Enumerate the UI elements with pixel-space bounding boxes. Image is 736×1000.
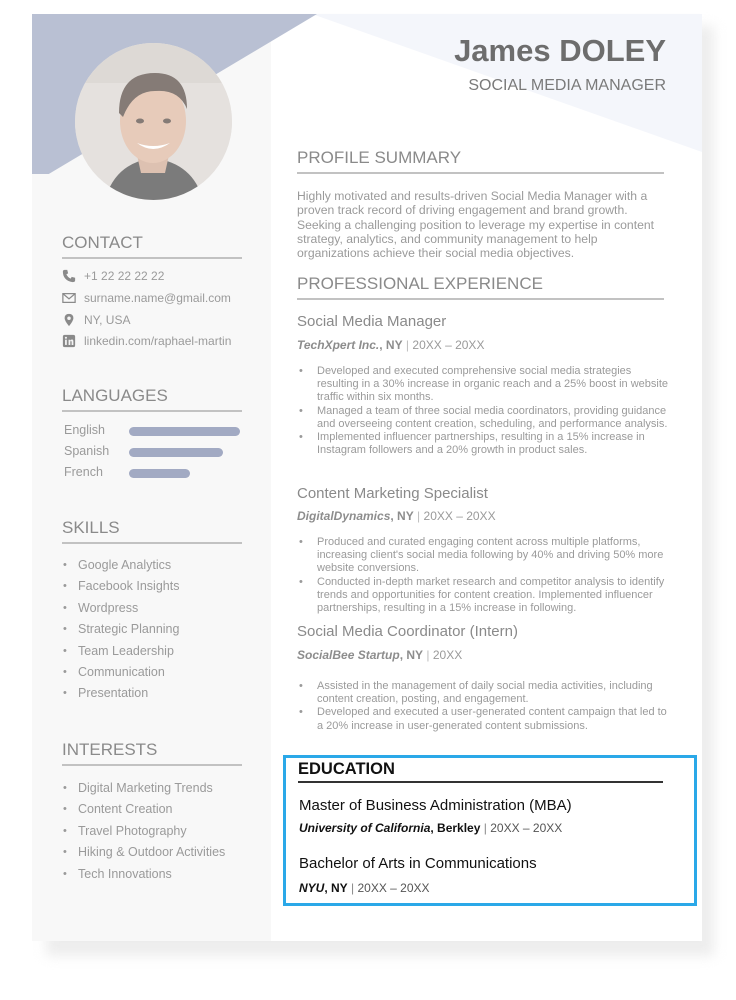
language-row	[64, 464, 244, 482]
skill-item: • Team Leadership	[62, 641, 179, 662]
education-heading: EDUCATION	[298, 760, 663, 783]
interest-item: • Digital Marketing Trends	[62, 778, 225, 799]
job-meta	[297, 509, 496, 523]
language-name: Spanish	[64, 444, 110, 458]
education-degree: Bachelor of Arts in Communications	[299, 855, 537, 872]
phone-icon	[62, 269, 76, 283]
language-row	[64, 443, 244, 461]
language-level-bar	[129, 427, 240, 436]
interest-item: • Content Creation	[62, 799, 225, 820]
profile-text: Highly motivated and results-driven Social Media Manager with a proven track record of driving engagement and brand growth. Seeking a challenging position to leverage my expertise in content strategy, analytics, and community management to help organizations achieve their social media objectives.	[297, 189, 655, 261]
education-school: NYU	[299, 881, 325, 895]
skill-item: • Presentation	[62, 683, 179, 704]
profile-photo	[75, 43, 232, 200]
job-separator: |	[423, 648, 433, 662]
resume-name: James DOLEY	[454, 33, 666, 68]
language-name: French	[64, 465, 103, 479]
contact-email	[62, 289, 231, 307]
job-title: Social Media Coordinator (Intern)	[297, 623, 518, 640]
resume-title: SOCIAL MEDIA MANAGER	[468, 77, 666, 94]
contact-linkedin-text[interactable]: linkedin.com/raphael-martin	[84, 334, 232, 348]
job-meta	[297, 648, 462, 662]
job-bullets	[317, 536, 672, 615]
contact-linkedin[interactable]	[62, 332, 231, 350]
interest-item: • Tech Innovations	[62, 864, 225, 885]
job-company: SocialBee Startup	[297, 648, 400, 662]
job-bullet: • Conducted in-depth market research and competitor analysis to identify trends and opportunities for content creation. Implemented influencer partnerships, resulting in a 15% increase in following.	[317, 576, 672, 616]
job-dates: 20XX – 20XX	[412, 338, 485, 352]
education-separator: |	[347, 881, 358, 895]
experience-heading: PROFESSIONAL EXPERIENCE	[297, 274, 664, 300]
skill-item: • Google Analytics	[62, 555, 179, 576]
job-bullets	[317, 680, 672, 733]
job-location: , NY	[399, 648, 424, 662]
contact-heading: CONTACT	[62, 233, 242, 259]
education-degree: Master of Business Administration (MBA)	[299, 797, 572, 814]
linkedin-icon	[62, 334, 76, 348]
job-separator: |	[402, 338, 413, 352]
contact-location	[62, 311, 130, 329]
skills-list	[62, 555, 179, 705]
job-dates: 20XX	[432, 648, 463, 662]
profile-heading: PROFILE SUMMARY	[297, 148, 664, 174]
contact-email-text: surname.name@gmail.com	[84, 291, 231, 305]
job-bullets	[317, 365, 672, 457]
job-bullet: • Managed a team of three social media coordinators, providing guidance and overseeing content creation, scheduling, and performance analysis.	[317, 405, 672, 431]
envelope-icon	[62, 291, 76, 305]
education-dates: 20XX – 20XX	[357, 881, 430, 895]
job-bullet: • Assisted in the management of daily social media activities, including content creation, posting, and engagement.	[317, 680, 672, 706]
interest-item: • Hiking & Outdoor Activities	[62, 842, 225, 863]
job-meta	[297, 338, 484, 352]
job-bullet: • Produced and curated engaging content across multiple platforms, increasing client's social media following by 40% and driving 50% more website conversions.	[317, 536, 672, 576]
languages-heading: LANGUAGES	[62, 386, 242, 412]
language-level-bar	[129, 469, 190, 478]
skill-item: • Wordpress	[62, 598, 179, 619]
education-dates: 20XX – 20XX	[490, 821, 563, 835]
education-school: University of California	[299, 821, 431, 835]
job-title: Content Marketing Specialist	[297, 485, 488, 502]
skill-item: • Strategic Planning	[62, 619, 179, 640]
interests-list	[62, 778, 225, 885]
interests-heading: INTERESTS	[62, 740, 242, 766]
education-separator: |	[480, 821, 491, 835]
job-bullet: • Developed and executed a user-generated content campaign that led to a 20% increase in user-generated content submissions.	[317, 706, 672, 732]
interest-item: • Travel Photography	[62, 821, 225, 842]
education-location: , NY	[324, 881, 348, 895]
job-bullet: • Implemented influencer partnerships, resulting in a 15% increase in Instagram followers and a 20% growth in product sales.	[317, 431, 672, 457]
education-meta	[299, 881, 430, 895]
skills-heading: SKILLS	[62, 518, 242, 544]
language-row	[64, 422, 244, 440]
education-location: , Berkley	[430, 821, 481, 835]
job-location: , NY	[390, 509, 414, 523]
job-company: DigitalDynamics	[297, 509, 391, 523]
language-name: English	[64, 423, 105, 437]
job-location: , NY	[379, 338, 403, 352]
contact-phone-text: +1 22 22 22 22	[84, 269, 165, 283]
job-title: Social Media Manager	[297, 313, 447, 330]
education-meta	[299, 821, 562, 835]
location-pin-icon	[62, 313, 76, 327]
job-separator: |	[413, 509, 424, 523]
job-bullet: • Developed and executed comprehensive social media strategies resulting in a 30% increase in organic reach and a 25% boost in website traffic within six months.	[317, 365, 672, 405]
job-company: TechXpert Inc.	[297, 338, 380, 352]
skill-item: • Facebook Insights	[62, 576, 179, 597]
contact-phone	[62, 267, 164, 285]
skill-item: • Communication	[62, 662, 179, 683]
contact-location-text: NY, USA	[84, 313, 131, 327]
language-level-bar	[129, 448, 223, 457]
job-dates: 20XX – 20XX	[423, 509, 496, 523]
